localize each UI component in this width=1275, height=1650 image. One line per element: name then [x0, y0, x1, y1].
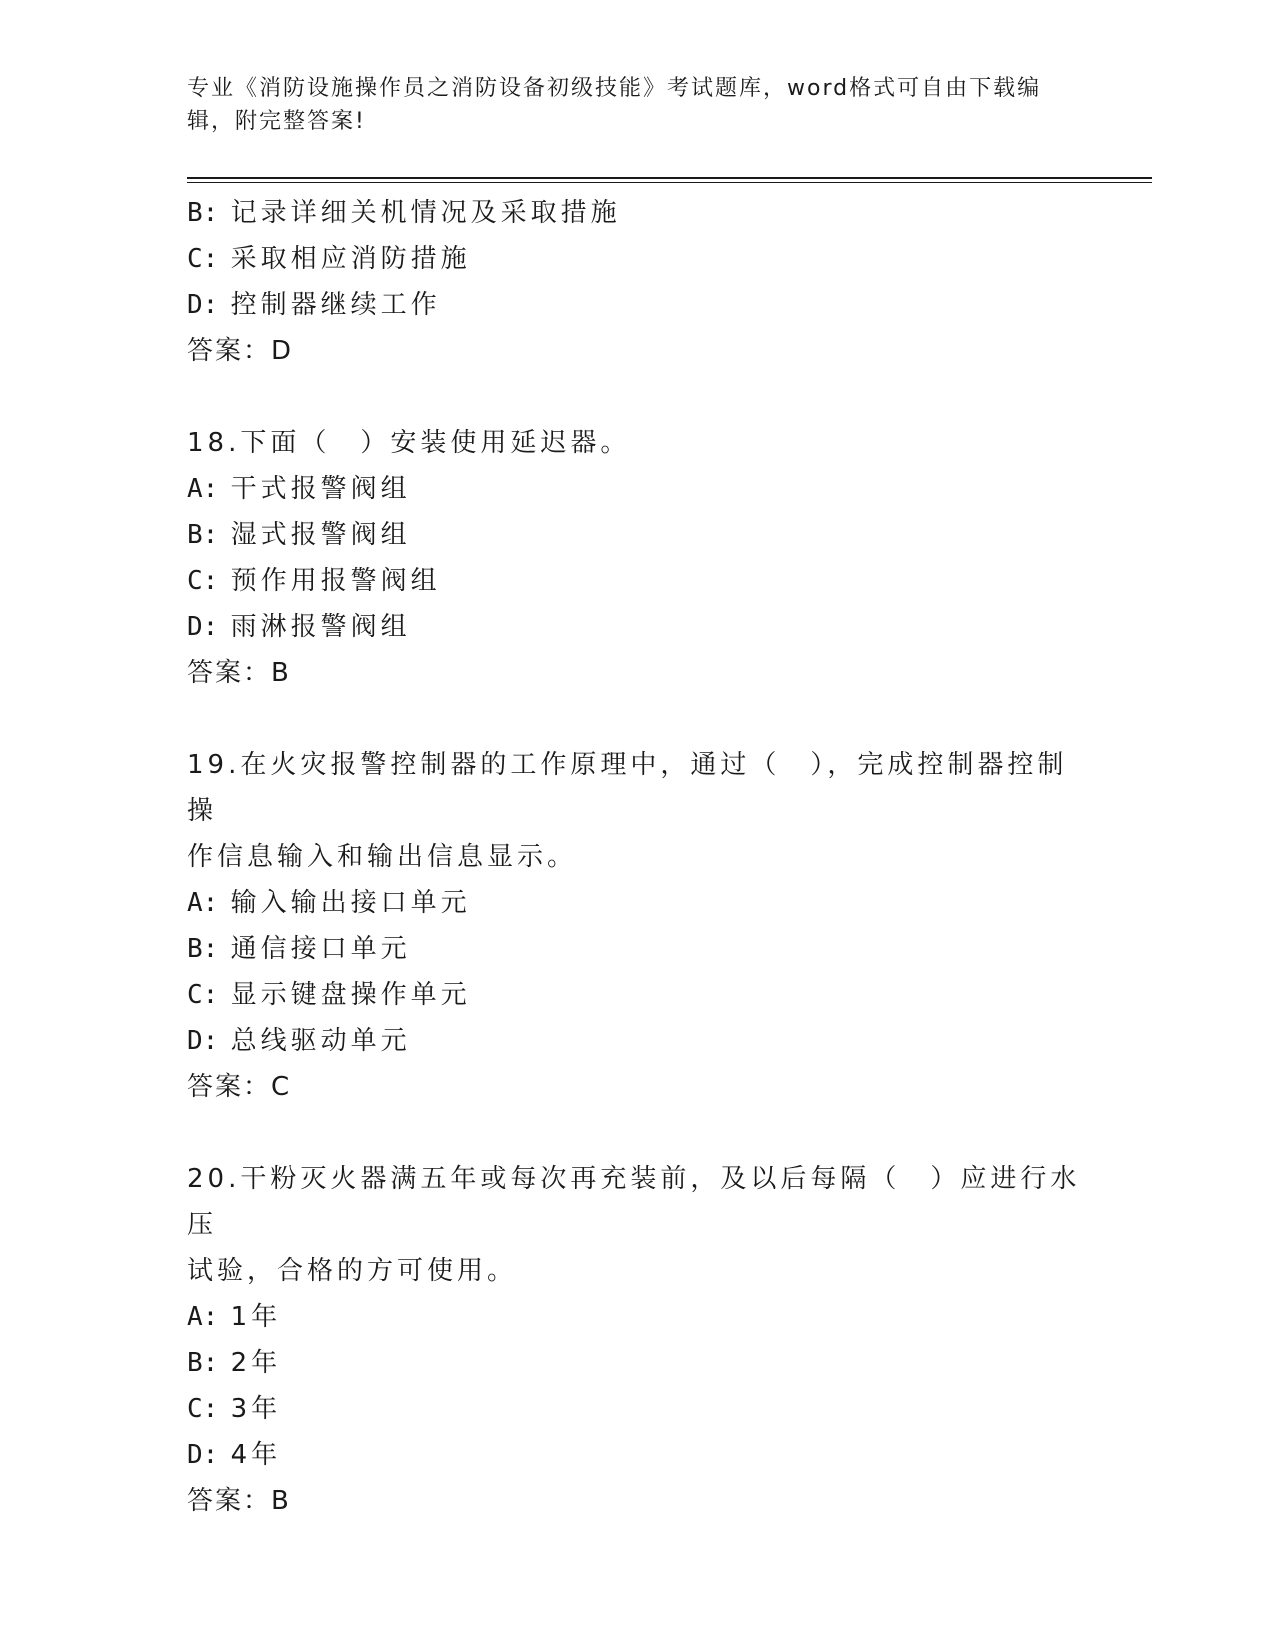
option-text: 1年	[230, 1302, 282, 1332]
option-key: B:	[187, 1348, 219, 1378]
option-b	[187, 512, 1087, 558]
answer-line: 答案：D	[187, 336, 294, 366]
option-c	[187, 972, 1087, 1018]
option-a	[187, 880, 1087, 926]
question-content	[187, 190, 1087, 1524]
spacer	[187, 696, 1087, 742]
option-text: 通信接口单元	[230, 934, 411, 964]
option-c	[187, 1386, 1087, 1432]
option-text: 雨淋报警阀组	[230, 612, 411, 642]
answer-line: 答案：C	[187, 1072, 292, 1102]
answer-line: 答案：B	[187, 658, 291, 688]
option-key: C:	[187, 566, 219, 596]
option-d	[187, 1018, 1087, 1064]
answer-line: 答案：B	[187, 1486, 291, 1516]
option-text: 输入输出接口单元	[230, 888, 471, 918]
option-text: 记录详细关机情况及采取措施	[230, 198, 621, 228]
option-key: C:	[187, 980, 219, 1010]
option-d	[187, 604, 1087, 650]
question-stem-continued: 作信息输入和输出信息显示。	[187, 842, 578, 872]
option-key: C:	[187, 1394, 219, 1424]
option-c	[187, 236, 1087, 282]
option-text: 湿式报警阀组	[230, 520, 411, 550]
option-a	[187, 466, 1087, 512]
option-text: 2年	[230, 1348, 282, 1378]
option-key: A:	[187, 888, 219, 918]
document-header	[187, 72, 1067, 138]
header-divider-thin	[187, 182, 1152, 183]
question-20	[187, 1156, 1087, 1524]
question-18	[187, 420, 1087, 696]
question-stem: 19.在火灾报警控制器的工作原理中，通过（ ），完成控制器控制操	[187, 750, 1068, 826]
option-key: D:	[187, 1440, 219, 1470]
option-key: D:	[187, 290, 219, 320]
header-line-2: 辑，附完整答案!	[187, 109, 366, 134]
option-text: 总线驱动单元	[230, 1026, 411, 1056]
question-19	[187, 742, 1087, 1110]
option-text: 采取相应消防措施	[230, 244, 471, 274]
question-stem-continued: 试验，合格的方可使用。	[187, 1256, 518, 1286]
option-key: D:	[187, 612, 219, 642]
question-stem: 18.下面（ ）安装使用延迟器。	[187, 428, 631, 458]
option-text: 预作用报警阀组	[230, 566, 441, 596]
option-key: D:	[187, 1026, 219, 1056]
question-stem: 20.干粉灭火器满五年或每次再充装前，及以后每隔（ ）应进行水压	[187, 1164, 1081, 1240]
option-a	[187, 1294, 1087, 1340]
option-b	[187, 1340, 1087, 1386]
option-key: B:	[187, 520, 219, 550]
option-d	[187, 1432, 1087, 1478]
option-c	[187, 558, 1087, 604]
header-divider-thick	[187, 177, 1152, 179]
option-text: 4年	[230, 1440, 282, 1470]
option-key: B:	[187, 198, 219, 228]
option-b	[187, 190, 1087, 236]
option-d	[187, 282, 1087, 328]
partial-question	[187, 190, 1087, 374]
option-text: 控制器继续工作	[230, 290, 441, 320]
header-line-1: 专业《消防设施操作员之消防设备初级技能》考试题库，word格式可自由下载编	[187, 76, 1042, 101]
option-b	[187, 926, 1087, 972]
option-key: B:	[187, 934, 219, 964]
option-key: A:	[187, 1302, 219, 1332]
option-text: 干式报警阀组	[230, 474, 411, 504]
spacer	[187, 1110, 1087, 1156]
option-text: 显示键盘操作单元	[230, 980, 471, 1010]
option-text: 3年	[230, 1394, 282, 1424]
option-key: C:	[187, 244, 219, 274]
option-key: A:	[187, 474, 219, 504]
spacer	[187, 374, 1087, 420]
